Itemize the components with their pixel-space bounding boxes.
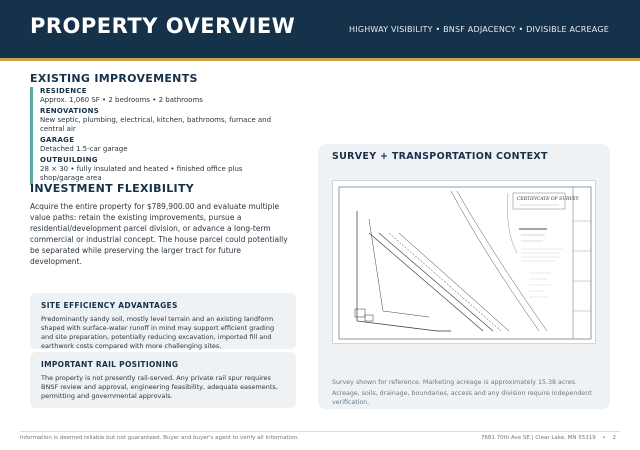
residence-text: Approx. 1,060 SF • 2 bedrooms • 2 bathrooms	[40, 96, 203, 104]
header-accent-rule	[0, 58, 640, 61]
footer-separator: •	[602, 435, 606, 441]
survey-image	[332, 180, 596, 344]
footer-disclaimer: Information is deemed reliable but not guaranteed. Buyer and buyer's agent to verify all information.	[20, 435, 299, 441]
investment-heading: INVESTMENT FLEXIBILITY	[30, 182, 195, 195]
investment-paragraph: Acquire the entire property for $789,900.00 and evaluate multiple value paths: retain the existing improvements, pursue a residential/development parcel division, or advance a long-term commercial or industrial concept. The house parcel could potentially be separated while preserving the larger tract for future development.	[30, 202, 288, 266]
survey-caption-1: Survey shown for reference. Marketing acreage is approximately 15.38 acres.	[332, 379, 577, 386]
garage-label: GARAGE	[40, 136, 75, 144]
residence-label: RESIDENCE	[40, 87, 87, 95]
renovations-text: New septic, plumbing, electrical, kitchen, bathrooms, furnace and central air	[40, 116, 272, 133]
survey-drawing	[333, 181, 597, 345]
site-efficiency-body: Predominantly sandy soil, mostly level terrain and an existing landform shaped with surface-water runoff in mind may support efficient grading and site preparation, potentially reducing excavation, imported fill and earthwork costs compared with more challenging sites.	[41, 315, 275, 350]
survey-panel	[318, 144, 610, 409]
page-title: PROPERTY OVERVIEW	[30, 14, 296, 38]
existing-improvements-heading: EXISTING IMPROVEMENTS	[30, 72, 198, 85]
footer-address: 7681 70th Ave SE | Clear Lake, MN 55319	[480, 435, 596, 441]
rail-positioning-card	[30, 352, 296, 408]
rail-positioning-body: The property is not presently rail-served. Any private rail spur requires BNSF review and approval, engineering feasibility, adequate easements, permitting and governmental approvals.	[41, 374, 278, 400]
footer-divider	[20, 431, 620, 432]
outbuilding-text: 28 × 30 • fully insulated and heated • finished office plus shop/garage area	[40, 165, 243, 182]
site-efficiency-title: SITE EFFICIENCY ADVANTAGES	[41, 301, 178, 310]
survey-doc-title: CERTIFICATE OF SURVEY	[517, 197, 579, 202]
rail-positioning-title: IMPORTANT RAIL POSITIONING	[41, 360, 179, 369]
survey-caption-2: Acreage, soils, drainage, boundaries, access and any division require independent verification.	[332, 390, 592, 406]
header-tagline: HIGHWAY VISIBILITY • BNSF ADJACENCY • DIVISIBLE ACREAGE	[349, 25, 609, 34]
existing-improvements-list	[30, 87, 280, 185]
site-efficiency-card	[30, 293, 296, 349]
garage-text: Detached 1.5-car garage	[40, 145, 128, 153]
page-number: 2	[612, 435, 616, 441]
outbuilding-label: OUTBUILDING	[40, 156, 98, 164]
survey-heading: SURVEY + TRANSPORTATION CONTEXT	[332, 151, 548, 162]
renovations-label: RENOVATIONS	[40, 107, 100, 115]
footer-info	[481, 435, 616, 441]
